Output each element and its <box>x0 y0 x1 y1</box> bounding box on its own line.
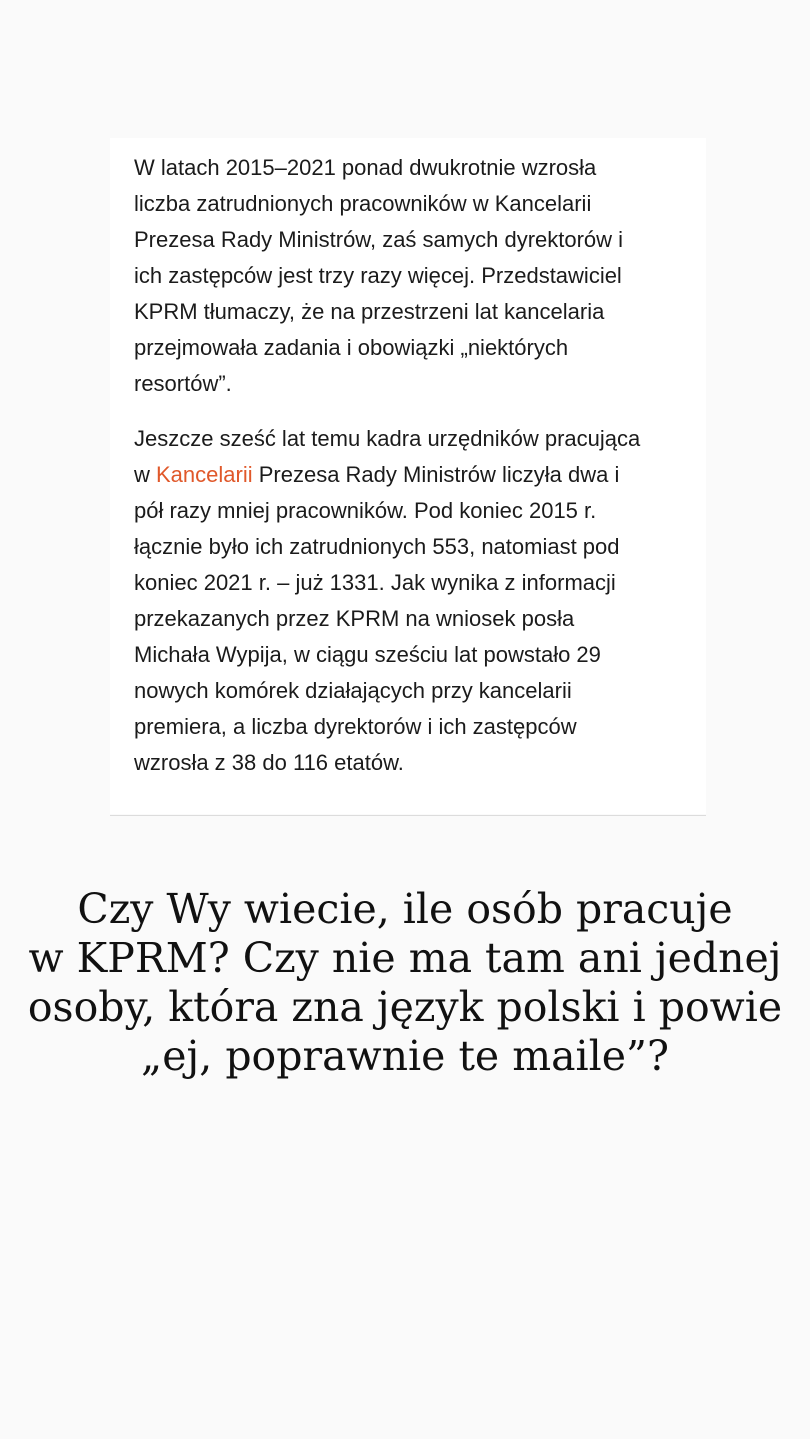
article-screenshot-card <box>110 138 706 814</box>
article-paragraph-2 <box>134 421 682 781</box>
article-paragraph-1: W latach 2015–2021 ponad dwukrotnie wzrosła liczba zatrudnionych pracowników w Kancelarii Prezesa Rady Ministrów, zaś samych dyrektorów i ich zastępców jest trzy razy więcej. Przedstawiciel KPRM tłumaczy, że na przestrzeni lat kancelaria przejmowała zadania i obowiązki „niektórych resortów”. <box>134 155 624 396</box>
article-paragraph-2-start: Jeszcze sześć lat temu kadra urzędników pracująca w <box>134 426 641 487</box>
article-paragraph-2-end: Prezesa Rady Ministrów liczyła dwa i pół razy mniej pracowników. Pod koniec 2015 r. łącznie było ich zatrudnionych 553, natomiast pod koniec 2021 r. – już 1331. Jak wynika z informacji przekazanych przez KPRM na wniosek posła Michała Wypija, w ciągu sześciu lat powstało 29 nowych komórek działających przy kancelarii premiera, a liczba dyrektorów i ich zastępców wzrosła z 38 do 116 etatów. <box>134 462 620 775</box>
article-divider <box>110 815 706 816</box>
story-caption: Czy Wy wiecie, ile osób pracuje w KPRM? Czy nie ma tam ani jednej osoby, która zna język polski i powie „ej, poprawnie te maile”? <box>27 885 783 1080</box>
kancelarii-link[interactable]: Kancelarii <box>156 462 253 487</box>
